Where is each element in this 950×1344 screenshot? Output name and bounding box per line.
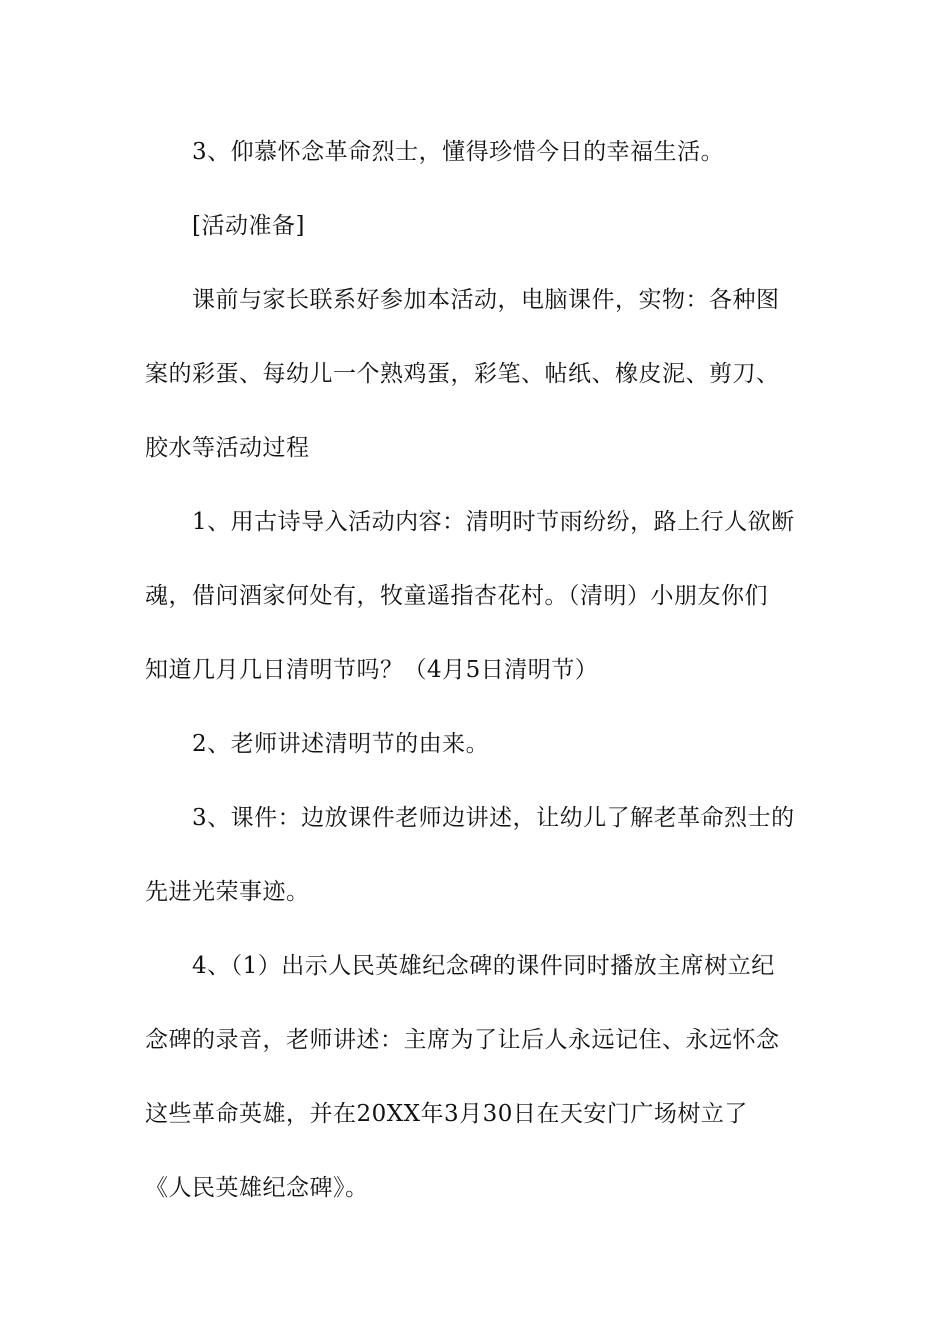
paragraph-preparation-line-1: 课前与家长联系好参加本活动，电脑课件，实物：各种图 bbox=[192, 287, 780, 313]
paragraph-step-1-line-2: 魂，借问酒家何处有，牧童遥指杏花村。（清明）小朋友你们 bbox=[145, 583, 768, 609]
paragraph-step-4-line-2: 念碑的录音，老师讲述：主席为了让后人永远记住、永远怀念 bbox=[145, 1027, 780, 1053]
paragraph-step-1-line-3: 知道几月几日清明节吗？（4月5日清明节） bbox=[145, 657, 599, 683]
paragraph-step-4-line-1: 4、（1）出示人民英雄纪念碑的课件同时播放主席树立纪 bbox=[192, 953, 775, 979]
paragraph-preparation-line-2: 案的彩蛋、每幼儿一个熟鸡蛋，彩笔、帖纸、橡皮泥、剪刀、 bbox=[145, 361, 780, 387]
paragraph-preparation-line-3: 胶水等活动过程 bbox=[145, 435, 310, 461]
paragraph-goal-3: 3、仰慕怀念革命烈士，懂得珍惜今日的幸福生活。 bbox=[192, 139, 725, 165]
paragraph-step-4-line-3: 这些革命英雄，并在20XX年3月30日在天安门广场树立了 bbox=[145, 1101, 748, 1127]
section-heading-preparation: [活动准备] bbox=[192, 213, 305, 239]
paragraph-step-1-line-1: 1、用古诗导入活动内容：清明时节雨纷纷，路上行人欲断 bbox=[192, 509, 795, 535]
paragraph-step-3-line-2: 先进光荣事迹。 bbox=[145, 879, 310, 905]
paragraph-step-4-line-4: 《人民英雄纪念碑》。 bbox=[145, 1175, 369, 1201]
paragraph-step-3-line-1: 3、课件：边放课件老师边讲述，让幼儿了解老革命烈士的 bbox=[192, 805, 795, 831]
paragraph-step-2: 2、老师讲述清明节的由来。 bbox=[192, 731, 490, 757]
